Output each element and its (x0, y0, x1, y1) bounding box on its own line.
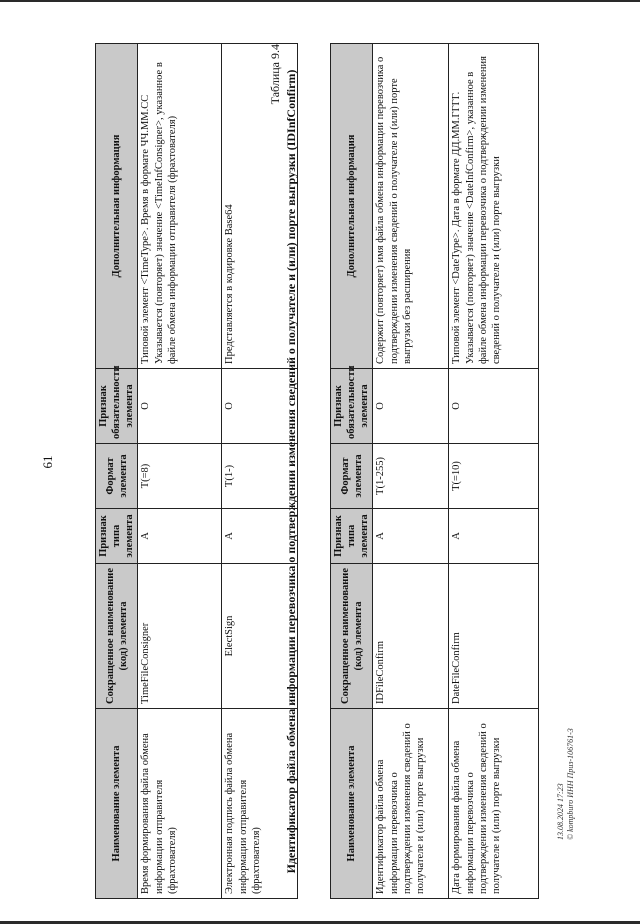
column-header: Формат элемента (96, 444, 138, 509)
element-info: Типовой элемент <TimeType>. Время в формате ЧЧ.ММ.СС Указывается (повторяет) значение <TimeInfConsigner>, указанное в файле обмена информации отправителя (фрахтователя) (138, 44, 222, 369)
column-header: Признак обязательности элемента (96, 369, 138, 444)
elements-table-9-4 (330, 43, 539, 899)
column-header: Формат элемента (331, 444, 373, 509)
element-required: О (449, 369, 539, 444)
element-name: Дата формирования файла обмена информации перевозчика о подтверждении изменения сведений о получателе и (или) порте выгрузки (449, 709, 539, 899)
table-header-row (96, 44, 138, 899)
element-type: А (373, 509, 449, 564)
table-label: Таблица 9.4 (268, 44, 282, 105)
element-name: Электронная подпись файла обмена информации отправителя (фрахтователя) (222, 709, 298, 899)
stamp-date: 13.08.2024 17:23 (556, 783, 565, 840)
print-stamp (556, 728, 575, 840)
element-code: TimeFileConsigner (138, 564, 222, 709)
column-header: Сокращенное наименование (код) элемента (331, 564, 373, 709)
element-info: Представляется в кодировке Base64 (222, 44, 298, 369)
element-name: Время формирования файла обмена информации отправителя (фрахтователя) (138, 709, 222, 899)
column-header: Признак обязательности элемента (331, 369, 373, 444)
element-format: T(1-) (222, 444, 298, 509)
column-header: Признак типа элемента (331, 509, 373, 564)
column-header: Наименование элемента (331, 709, 373, 899)
column-header: Наименование элемента (96, 709, 138, 899)
element-type: А (138, 509, 222, 564)
column-header: Дополнительная информация (331, 44, 373, 369)
column-header: Сокращенное наименование (код) элемента (96, 564, 138, 709)
element-required: О (373, 369, 449, 444)
table-row (449, 44, 539, 899)
table-row (373, 44, 449, 899)
table-header-row (331, 44, 373, 899)
element-code: DateFileConfirm (449, 564, 539, 709)
element-name: Идентификатор файла обмена информации перевозчика о подтверждении изменения сведений о получателе и (или) порте выгрузки (373, 709, 449, 899)
column-header: Признак типа элемента (96, 509, 138, 564)
element-info: Типовой элемент <DateType>. Дата в формате ДД.ММ.ГГГГ. Указывается (повторяет) значение <DateInfConfirm>, указанное в файле обмена информации перевозчика о подтверждении изменения сведений о получателе и (или) порте выгрузки (449, 44, 539, 369)
element-type: А (449, 509, 539, 564)
table-title: Идентификатор файла обмена информации перевозчика о подтверждении изменения сведений о получателе и (или) порте выгрузки (IDInfConfirm) (284, 69, 298, 874)
element-code: ElectSign (222, 564, 298, 709)
element-format: T(=8) (138, 444, 222, 509)
element-format: T(1-255) (373, 444, 449, 509)
element-info: Содержит (повторяет) имя файла обмена информации перевозчика о подтверждении изменения сведений о получателе и (или) порте выгрузки без расширения (373, 44, 449, 369)
element-code: IDFileConfirm (373, 564, 449, 709)
element-format: T(=10) (449, 444, 539, 509)
element-required: О (222, 369, 298, 444)
stamp-source: © kompburo ИНН Приз-106761-3 (565, 728, 575, 840)
page-number: 61 (40, 455, 55, 469)
element-required: О (138, 369, 222, 444)
element-type: А (222, 509, 298, 564)
column-header: Дополнительная информация (96, 44, 138, 369)
table-row (138, 44, 222, 899)
